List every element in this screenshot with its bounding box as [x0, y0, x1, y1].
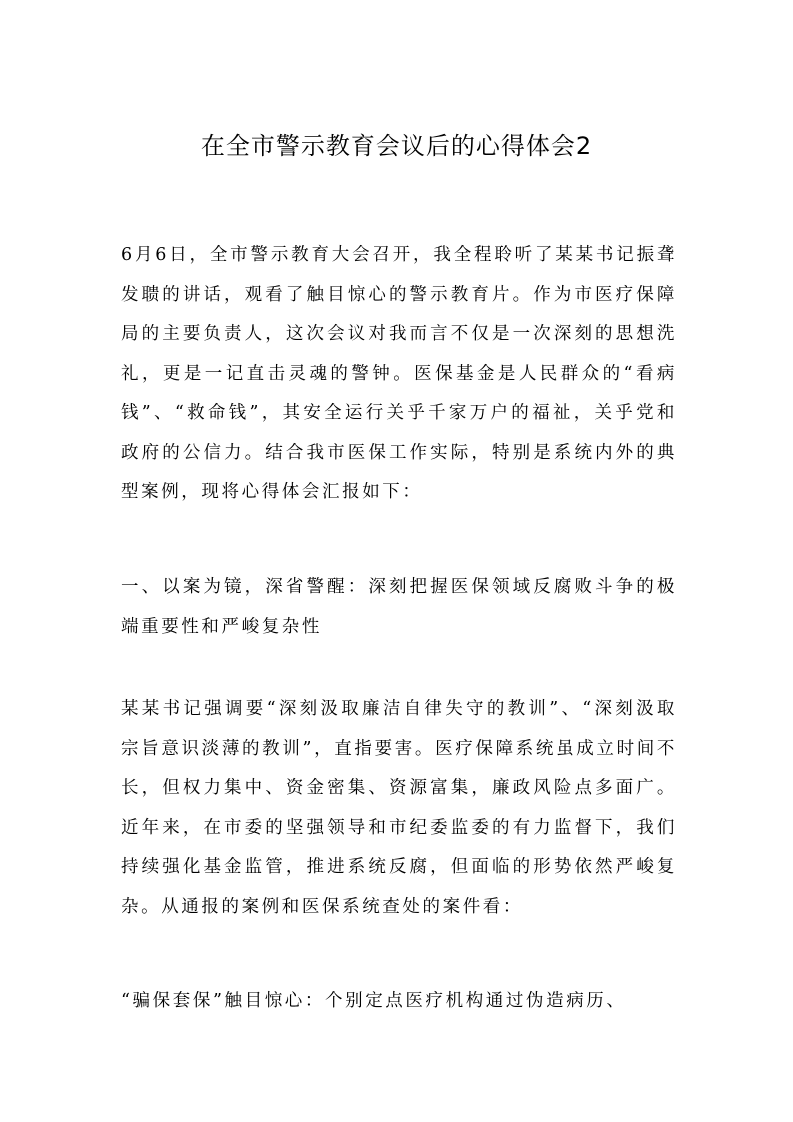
- paragraph-fraud: “骗保套保”触目惊心：个别定点医疗机构通过伪造病历、: [121, 991, 627, 1011]
- document-title: 在全市警示教育会议后的心得体会2: [200, 132, 593, 160]
- paragraph-body: 某某书记强调要“深刻汲取廉洁自律失守的教训”、“深刻汲取宗旨意识淡薄的教训”，直指要害。医疗保障系统虽成立时间不长，但权力集中、资金密集、资源富集，廉政风险点多面广。近年来，在市委的坚强领导和市纪委监委的有力监督下，我们持续强化基金监管，推进系统反腐，但面临的形势依然严峻复杂。从通报的案例和医保系统查处的案件看：: [121, 699, 677, 917]
- paragraph-intro: 6月6日，全市警示教育大会召开，我全程聆听了某某书记振聋发聩的讲话，观看了触目惊心的警示教育片。作为市医疗保障局的主要负责人，这次会议对我而言不仅是一次深刻的思想洗礼，更是一记直击灵魂的警钟。医保基金是人民群众的“看病钱”、“救命钱”，其安全运行关乎千家万户的福祉，关乎党和政府的公信力。结合我市医保工作实际，特别是系统内外的典型案例，现将心得体会汇报如下：: [121, 245, 677, 502]
- section-heading-1: 一、以案为镜，深省警醒：深刻把握医保领域反腐败斗争的极端重要性和严峻复杂性: [121, 577, 677, 637]
